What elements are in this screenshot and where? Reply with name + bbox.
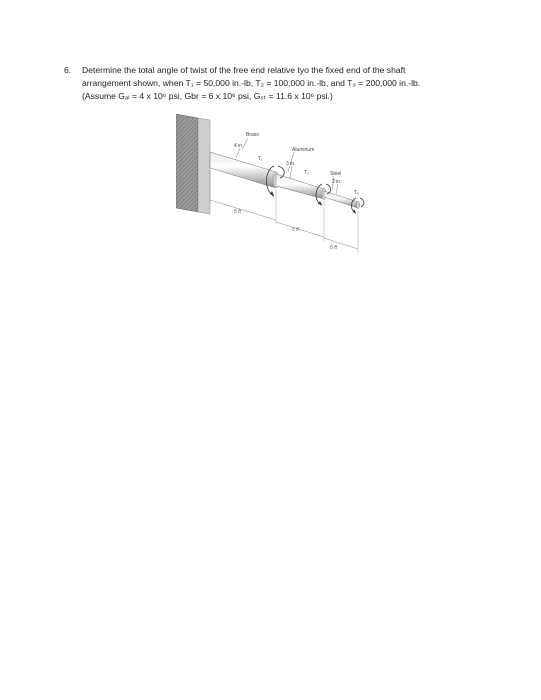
dimension-line-brass [210,200,276,220]
shaft-figure [176,114,374,264]
steel-shaft [324,191,358,208]
steel-end [356,202,359,209]
steel-diameter-label: 2 in. [332,179,342,185]
length-label-steel: 5 ft [330,245,337,251]
aluminum-shaft [276,174,324,199]
shaft-diagram [176,114,374,264]
dimension-line-aluminum [276,222,324,237]
length-label-brass: 5 ft [234,209,241,215]
t2-label: T₂ [304,170,309,176]
brass-label: Brass [246,132,259,138]
steel-label: Steel [330,171,342,177]
problem-text-line-1: Determine the total angle of twist of the free end relative tyo the fixed end of the shaft [82,65,406,75]
brass-shaft [210,152,276,188]
aluminum-diameter-label: 3 in. [286,161,296,167]
t1-label: T₁ [258,156,263,162]
problem-number: 6. [64,65,72,75]
aluminum-label: Aluminum [292,147,315,153]
t3-label: T₃ [354,190,360,196]
wall-face [198,118,210,214]
brass-diameter-label: 4 in. [234,143,244,149]
length-label-aluminum: 5 ft [292,227,299,233]
fixed-wall [176,114,198,212]
problem-text-line-2: arrangement shown, when T₁ = 50,000 in.-lb, T₂ = 100,000 in.-lb, and T₃ = 200,000 in.-lb. [82,78,421,88]
problem-text-line-3: (Assume Gₐₗ = 4 x 10⁶ psi, Gbr = 6 x 10⁶ psi, Gₛₜ = 11.6 x 10⁶ psi.) [82,91,333,101]
